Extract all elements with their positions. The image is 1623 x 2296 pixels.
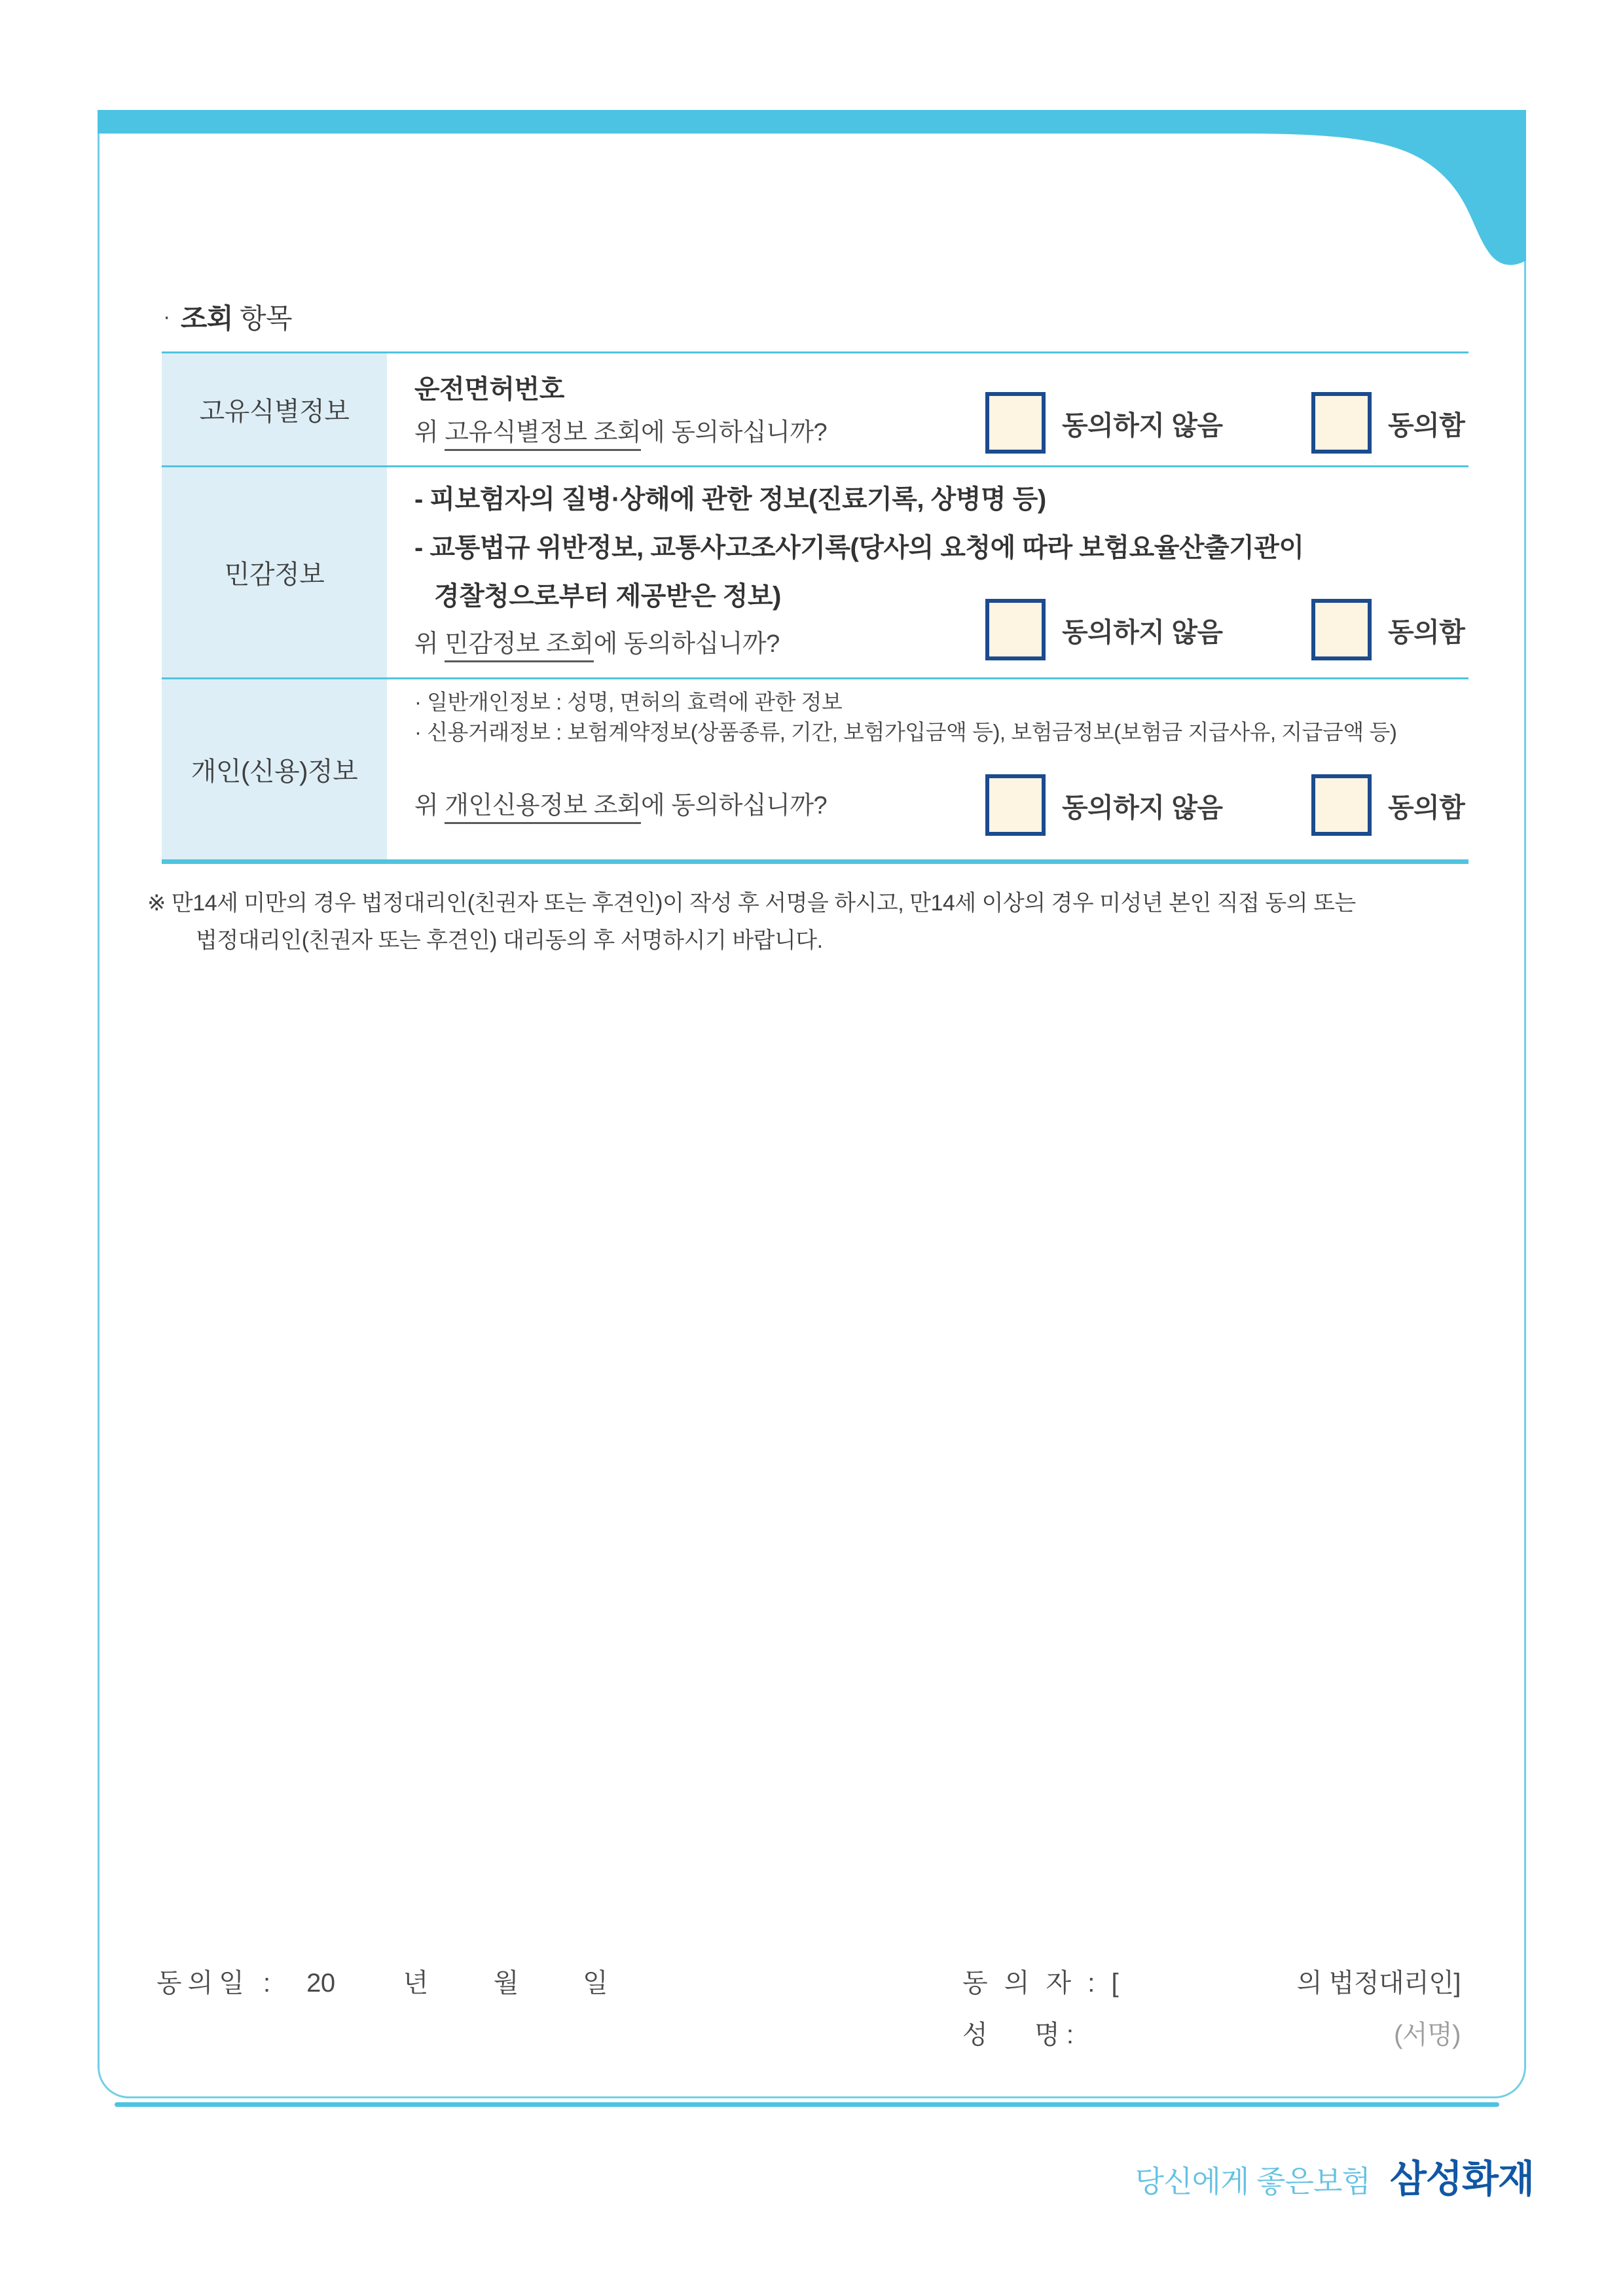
question-underlined: 민감정보 조회 (445, 630, 593, 662)
question-prefix: 위 (414, 419, 445, 446)
checkbox-agree-unique-id[interactable] (1311, 392, 1372, 454)
samsung-fire-logo (1135, 2148, 1534, 2203)
table-row-personal-credit-info (162, 679, 1468, 861)
checkbox-label: 동의하지 않음 (1062, 410, 1223, 440)
month-unit: 월 (493, 1969, 519, 1998)
signature-hint: (서명) (1394, 2020, 1461, 2049)
checkbox-label: 동의하지 않음 (1062, 792, 1223, 823)
consent-date-field (156, 1962, 608, 2000)
question-underlined: 개인신용정보 조회 (445, 792, 641, 824)
row-content (387, 467, 1468, 677)
category-cell: 민감정보 (162, 467, 387, 677)
info-line-continued: 경찰청으로부터 제공받은 정보) (434, 582, 781, 611)
checkbox-agree-personal-credit[interactable] (1311, 774, 1372, 836)
checkbox-label: 동의함 (1388, 792, 1465, 823)
consent-question (414, 791, 1468, 821)
name-label-b: 명 : (1034, 2020, 1074, 2049)
consent-option-disagree-unique-id (985, 392, 1223, 454)
consenter-field-label: 동 의 자 : [ (962, 1969, 1123, 1998)
minor-consent-footnote (147, 885, 1356, 960)
category-cell: 개인(신용)정보 (162, 679, 387, 859)
checkbox-agree-sensitive[interactable] (1311, 599, 1372, 660)
logo-slogan: 당신에게 좋은보험 (1135, 2164, 1370, 2198)
footnote-line-2: 법정대리인(친권자 또는 후견인) 대리동의 후 서명하시기 바랍니다. (196, 928, 823, 953)
day-unit: 일 (582, 1969, 608, 1998)
row-title: 운전면허번호 (414, 375, 564, 404)
name-field-label (962, 2014, 1074, 2051)
consent-question (414, 418, 1468, 448)
question-prefix: 위 (414, 792, 445, 819)
checkbox-label: 동의함 (1388, 410, 1465, 440)
consent-option-agree-unique-id (1311, 392, 1465, 454)
consent-form-card (98, 110, 1526, 2098)
checkbox-label: 동의하지 않음 (1062, 617, 1223, 647)
footnote-line-1: ※ 만14세 미만의 경우 법정대리인(친권자 또는 후견인)이 작성 후 서명을 하시고, 만14세 이상의 경우 미성년 본인 직접 동의 또는 (147, 891, 1356, 916)
logo-brand: 삼성화재 (1389, 2158, 1534, 2200)
table-row-unique-id-info (162, 353, 1468, 467)
legal-representative-suffix: 의 법정대리인] (1296, 1969, 1461, 1998)
question-suffix: 에 동의하십니까? (641, 792, 828, 819)
info-line-small: · 신용거래정보 : 보험계약정보(상품종류, 기간, 보험가입금액 등), 보험금정보(보험금 지급사유, 지급금액 등) (414, 720, 1397, 744)
consent-option-agree-personal-credit (1311, 774, 1465, 836)
year-prefix: 20 (306, 1969, 335, 1998)
top-teal-bar-swoosh (98, 110, 1526, 267)
checkbox-disagree-personal-credit[interactable] (985, 774, 1046, 836)
section-heading (163, 297, 292, 336)
consent-option-disagree-sensitive (985, 599, 1223, 660)
question-underlined: 고유식별정보 조회 (445, 419, 641, 451)
checkbox-label: 동의함 (1388, 617, 1465, 647)
checkbox-disagree-unique-id[interactable] (985, 392, 1046, 454)
info-line: - 교통법규 위반정보, 교통사고조사기록(당사의 요청에 따라 보험요율산출기관이 (414, 533, 1304, 562)
question-prefix: 위 (414, 630, 445, 658)
heading-bold: 조회 (180, 303, 233, 334)
question-suffix: 에 동의하십니까? (641, 419, 828, 446)
row-content (387, 679, 1468, 859)
year-unit: 년 (403, 1969, 428, 1998)
card-bottom-accent-line (115, 2102, 1499, 2107)
consent-option-disagree-personal-credit (985, 774, 1223, 836)
checkbox-disagree-sensitive[interactable] (985, 599, 1046, 660)
row-content (387, 353, 1468, 465)
info-line: - 피보험자의 질병·상해에 관한 정보(진료기록, 상병명 등) (414, 485, 1046, 514)
consent-question (414, 629, 1468, 659)
category-cell: 고유식별정보 (162, 353, 387, 465)
heading-bullet-icon: · (163, 304, 170, 329)
info-line-small: · 일반개인정보 : 성명, 면허의 효력에 관한 정보 (414, 690, 843, 714)
consent-option-agree-sensitive (1311, 599, 1465, 660)
heading-rest: 항목 (239, 303, 293, 334)
consent-items-table (162, 351, 1468, 864)
consent-date-label: 동의일 : (156, 1969, 277, 1998)
table-row-sensitive-info (162, 467, 1468, 679)
question-suffix: 에 동의하십니까? (593, 630, 780, 658)
name-label-a: 성 (962, 2020, 988, 2049)
